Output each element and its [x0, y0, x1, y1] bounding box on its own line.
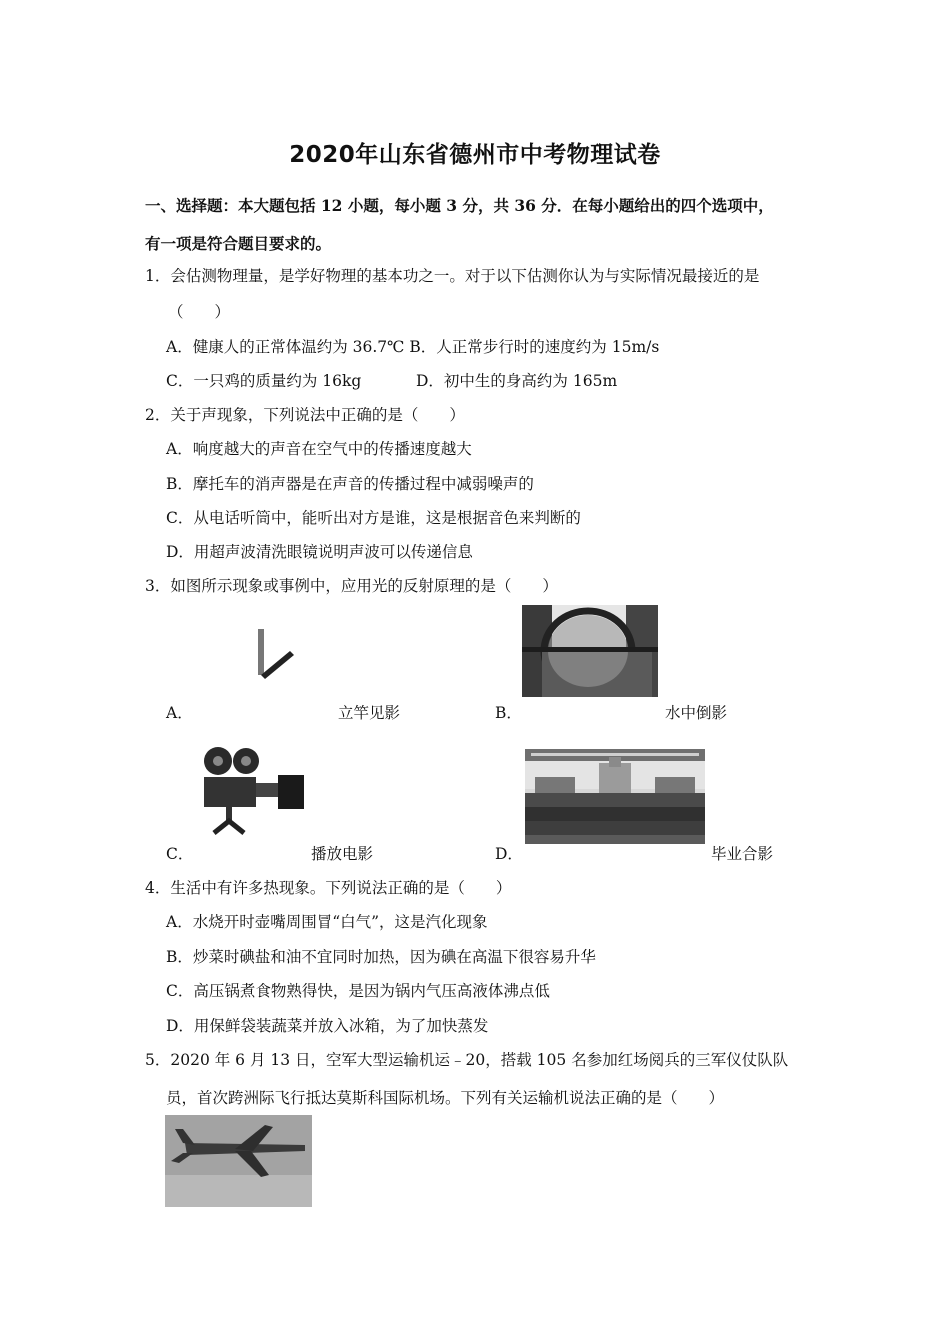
q2-stem: 2．关于声现象，下列说法中正确的是（ ）	[145, 406, 465, 424]
q3-image-c-film-projector	[190, 745, 308, 837]
q3-option-d-letter: D．	[495, 845, 523, 863]
q5-stem: 5．2020 年 6 月 13 日，空军大型运输机运﹣20，搭载 105 名参加红场阅兵的三军仪仗队队	[145, 1051, 789, 1069]
q2-option-b: B．摩托车的消声器是在声音的传播过程中减弱噪声的	[166, 475, 534, 493]
q1-option-ab: A．健康人的正常体温约为 36.7℃ B．人正常步行时的速度约为 15m/s	[166, 338, 660, 356]
q4-option-c: C．高压锅煮食物熟得快，是因为锅内气压高液体沸点低	[166, 982, 550, 1000]
q1-option-c: C．一只鸡的质量约为 16kg	[166, 372, 362, 390]
q1-stem-bracket: （ ）	[168, 303, 231, 321]
q2-option-c: C．从电话听筒中，能听出对方是谁，这是根据音色来判断的	[166, 509, 581, 527]
q4-option-d: D．用保鲜袋装蔬菜并放入冰箱，为了加快蒸发	[166, 1017, 489, 1035]
q3-option-b-letter: B．	[495, 704, 522, 722]
q3-stem: 3．如图所示现象或事例中，应用光的反射原理的是（ ）	[145, 577, 558, 595]
q5-stem-line2: 员，首次跨洲际飞行抵达莫斯科国际机场。下列有关运输机说法正确的是（ ）	[166, 1089, 725, 1107]
section-heading-line1: 一、选择题：本大题包括 12 小题，每小题 3 分，共 36 分．在每小题给出的四个选项中，	[145, 196, 774, 215]
q1-option-d: D．初中生的身高约为 165m	[416, 372, 618, 390]
q3-option-a-caption: 立竿见影	[338, 704, 401, 722]
q2-option-d: D．用超声波清洗眼镜说明声波可以传递信息	[166, 543, 473, 561]
q3-option-d-caption: 毕业合影	[711, 845, 774, 863]
q3-option-a-letter: A．	[166, 704, 193, 722]
q5-image-transport-aircraft	[165, 1115, 312, 1207]
q4-option-b: B．炒菜时碘盐和油不宜同时加热，因为碘在高温下很容易升华	[166, 948, 596, 966]
q3-image-d-graduation-photo	[525, 749, 705, 844]
q4-option-a: A．水烧开时壶嘴周围冒“白气”，这是汽化现象	[166, 913, 488, 931]
q4-stem: 4．生活中有许多热现象。下列说法正确的是（ ）	[145, 879, 512, 897]
q3-image-b-water-reflection	[522, 605, 658, 697]
q3-option-b-caption: 水中倒影	[665, 704, 728, 722]
q3-option-c-letter: C．	[166, 845, 194, 863]
section-heading-line2: 有一项是符合题目要求的。	[145, 234, 332, 253]
q2-option-a: A．响度越大的声音在空气中的传播速度越大	[166, 440, 472, 458]
page-title: 2020年山东省德州市中考物理试卷	[289, 142, 661, 168]
q3-image-a-shadow-stick	[250, 625, 300, 685]
q3-option-c-caption: 播放电影	[311, 845, 374, 863]
q1-stem: 1．会估测物理量，是学好物理的基本功之一。对于以下估测你认为与实际情况最接近的是	[145, 267, 760, 285]
